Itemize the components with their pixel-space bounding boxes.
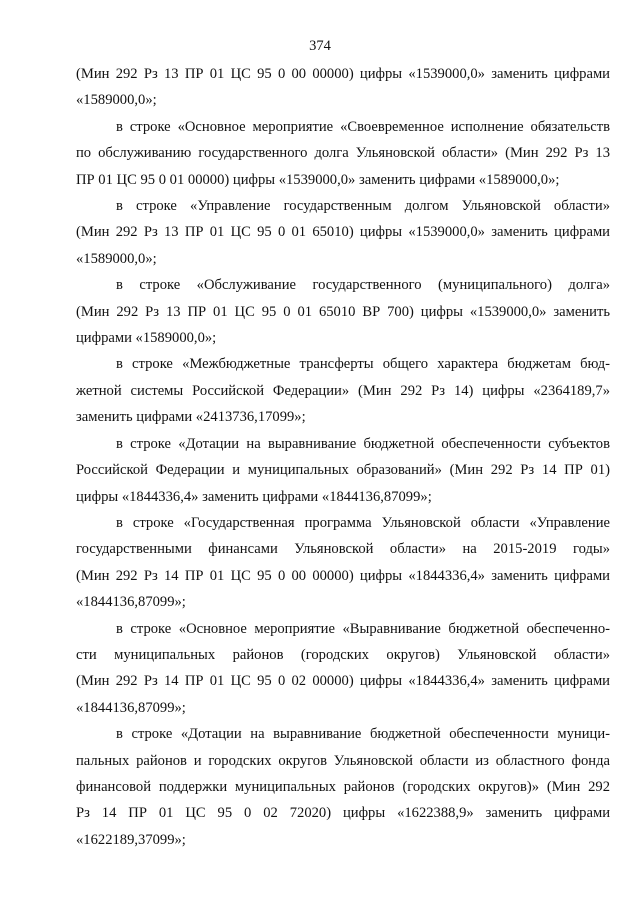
- text-line: в строке «Дотации на выравнивание бюджетной обеспеченности субъектов: [116, 435, 610, 452]
- paragraph: [76, 351, 610, 430]
- text-line: цифрами «1589000,0»;: [76, 330, 217, 347]
- text-line: жетной системы Российской Федерации» (Мин 292 Рз 14) цифры «2364189,7»: [76, 382, 610, 399]
- text-line: (Мин 292 Рз 13 ПР 01 ЦС 95 0 01 65010) цифры «1539000,0» заменить цифрами: [76, 224, 610, 241]
- text-line: государственными финансами Ульяновской области» на 2015-2019 годы»: [76, 541, 610, 558]
- paragraph: [76, 431, 610, 510]
- text-line: «1844136,87099»;: [76, 699, 186, 716]
- page-number: 374: [309, 38, 331, 54]
- text-line: в строке «Управление государственным долгом Ульяновской области»: [116, 198, 610, 215]
- text-line: в строке «Дотации на выравнивание бюджетной обеспеченности муници-: [116, 726, 610, 743]
- text-line: финансовой поддержки муниципальных районов (городских округов)» (Мин 292: [76, 778, 610, 795]
- text-line: (Мин 292 Рз 13 ПР 01 ЦС 95 0 01 65010 ВР 700) цифры «1539000,0» заменить: [76, 303, 610, 320]
- text-line: в строке «Основное мероприятие «Своевременное исполнение обязательств: [116, 118, 610, 135]
- text-line: в строке «Обслуживание государственного (муниципального) долга»: [116, 277, 610, 294]
- text-line: цифры «1844336,4» заменить цифрами «1844136,87099»;: [76, 488, 432, 505]
- text-line: пальных районов и городских округов Ульяновской области из областного фонда: [76, 752, 610, 769]
- text-line: ПР 01 ЦС 95 0 01 00000) цифры «1539000,0» заменить цифрами «1589000,0»;: [76, 171, 560, 188]
- text-line: «1589000,0»;: [76, 92, 157, 109]
- text-line: (Мин 292 Рз 14 ПР 01 ЦС 95 0 02 00000) цифры «1844336,4» заменить цифрами: [76, 673, 610, 690]
- text-line: в строке «Государственная программа Ульяновской области «Управление: [116, 514, 610, 531]
- text-line: (Мин 292 Рз 14 ПР 01 ЦС 95 0 00 00000) цифры «1844336,4» заменить цифрами: [76, 567, 610, 584]
- text-line: заменить цифрами «2413736,17099»;: [76, 409, 306, 426]
- paragraph: [76, 193, 610, 272]
- text-line: в строке «Межбюджетные трансферты общего характера бюджетам бюд-: [116, 356, 610, 373]
- text-line: по обслуживанию государственного долга Ульяновской области» (Мин 292 Рз 13: [76, 145, 610, 162]
- paragraph: [76, 61, 610, 114]
- paragraph: [76, 616, 610, 722]
- paragraph: [76, 721, 610, 853]
- text-line: «1589000,0»;: [76, 250, 157, 267]
- text-line: Российской Федерации и муниципальных образований» (Мин 292 Рз 14 ПР 01): [76, 462, 610, 479]
- paragraph: [76, 272, 610, 351]
- text-line: сти муниципальных районов (городских округов) Ульяновской области»: [76, 646, 610, 663]
- paragraph: [76, 510, 610, 616]
- paragraph: [76, 114, 610, 193]
- text-line: (Мин 292 Рз 13 ПР 01 ЦС 95 0 00 00000) цифры «1539000,0» заменить цифрами: [76, 66, 610, 82]
- document-body: [76, 61, 610, 853]
- text-line: «1844136,87099»;: [76, 594, 186, 611]
- text-line: Рз 14 ПР 01 ЦС 95 0 02 72020) цифры «1622388,9» заменить цифрами: [76, 805, 610, 822]
- text-line: в строке «Основное мероприятие «Выравнивание бюджетной обеспеченно-: [116, 620, 610, 637]
- text-line: «1622189,37099»;: [76, 831, 186, 848]
